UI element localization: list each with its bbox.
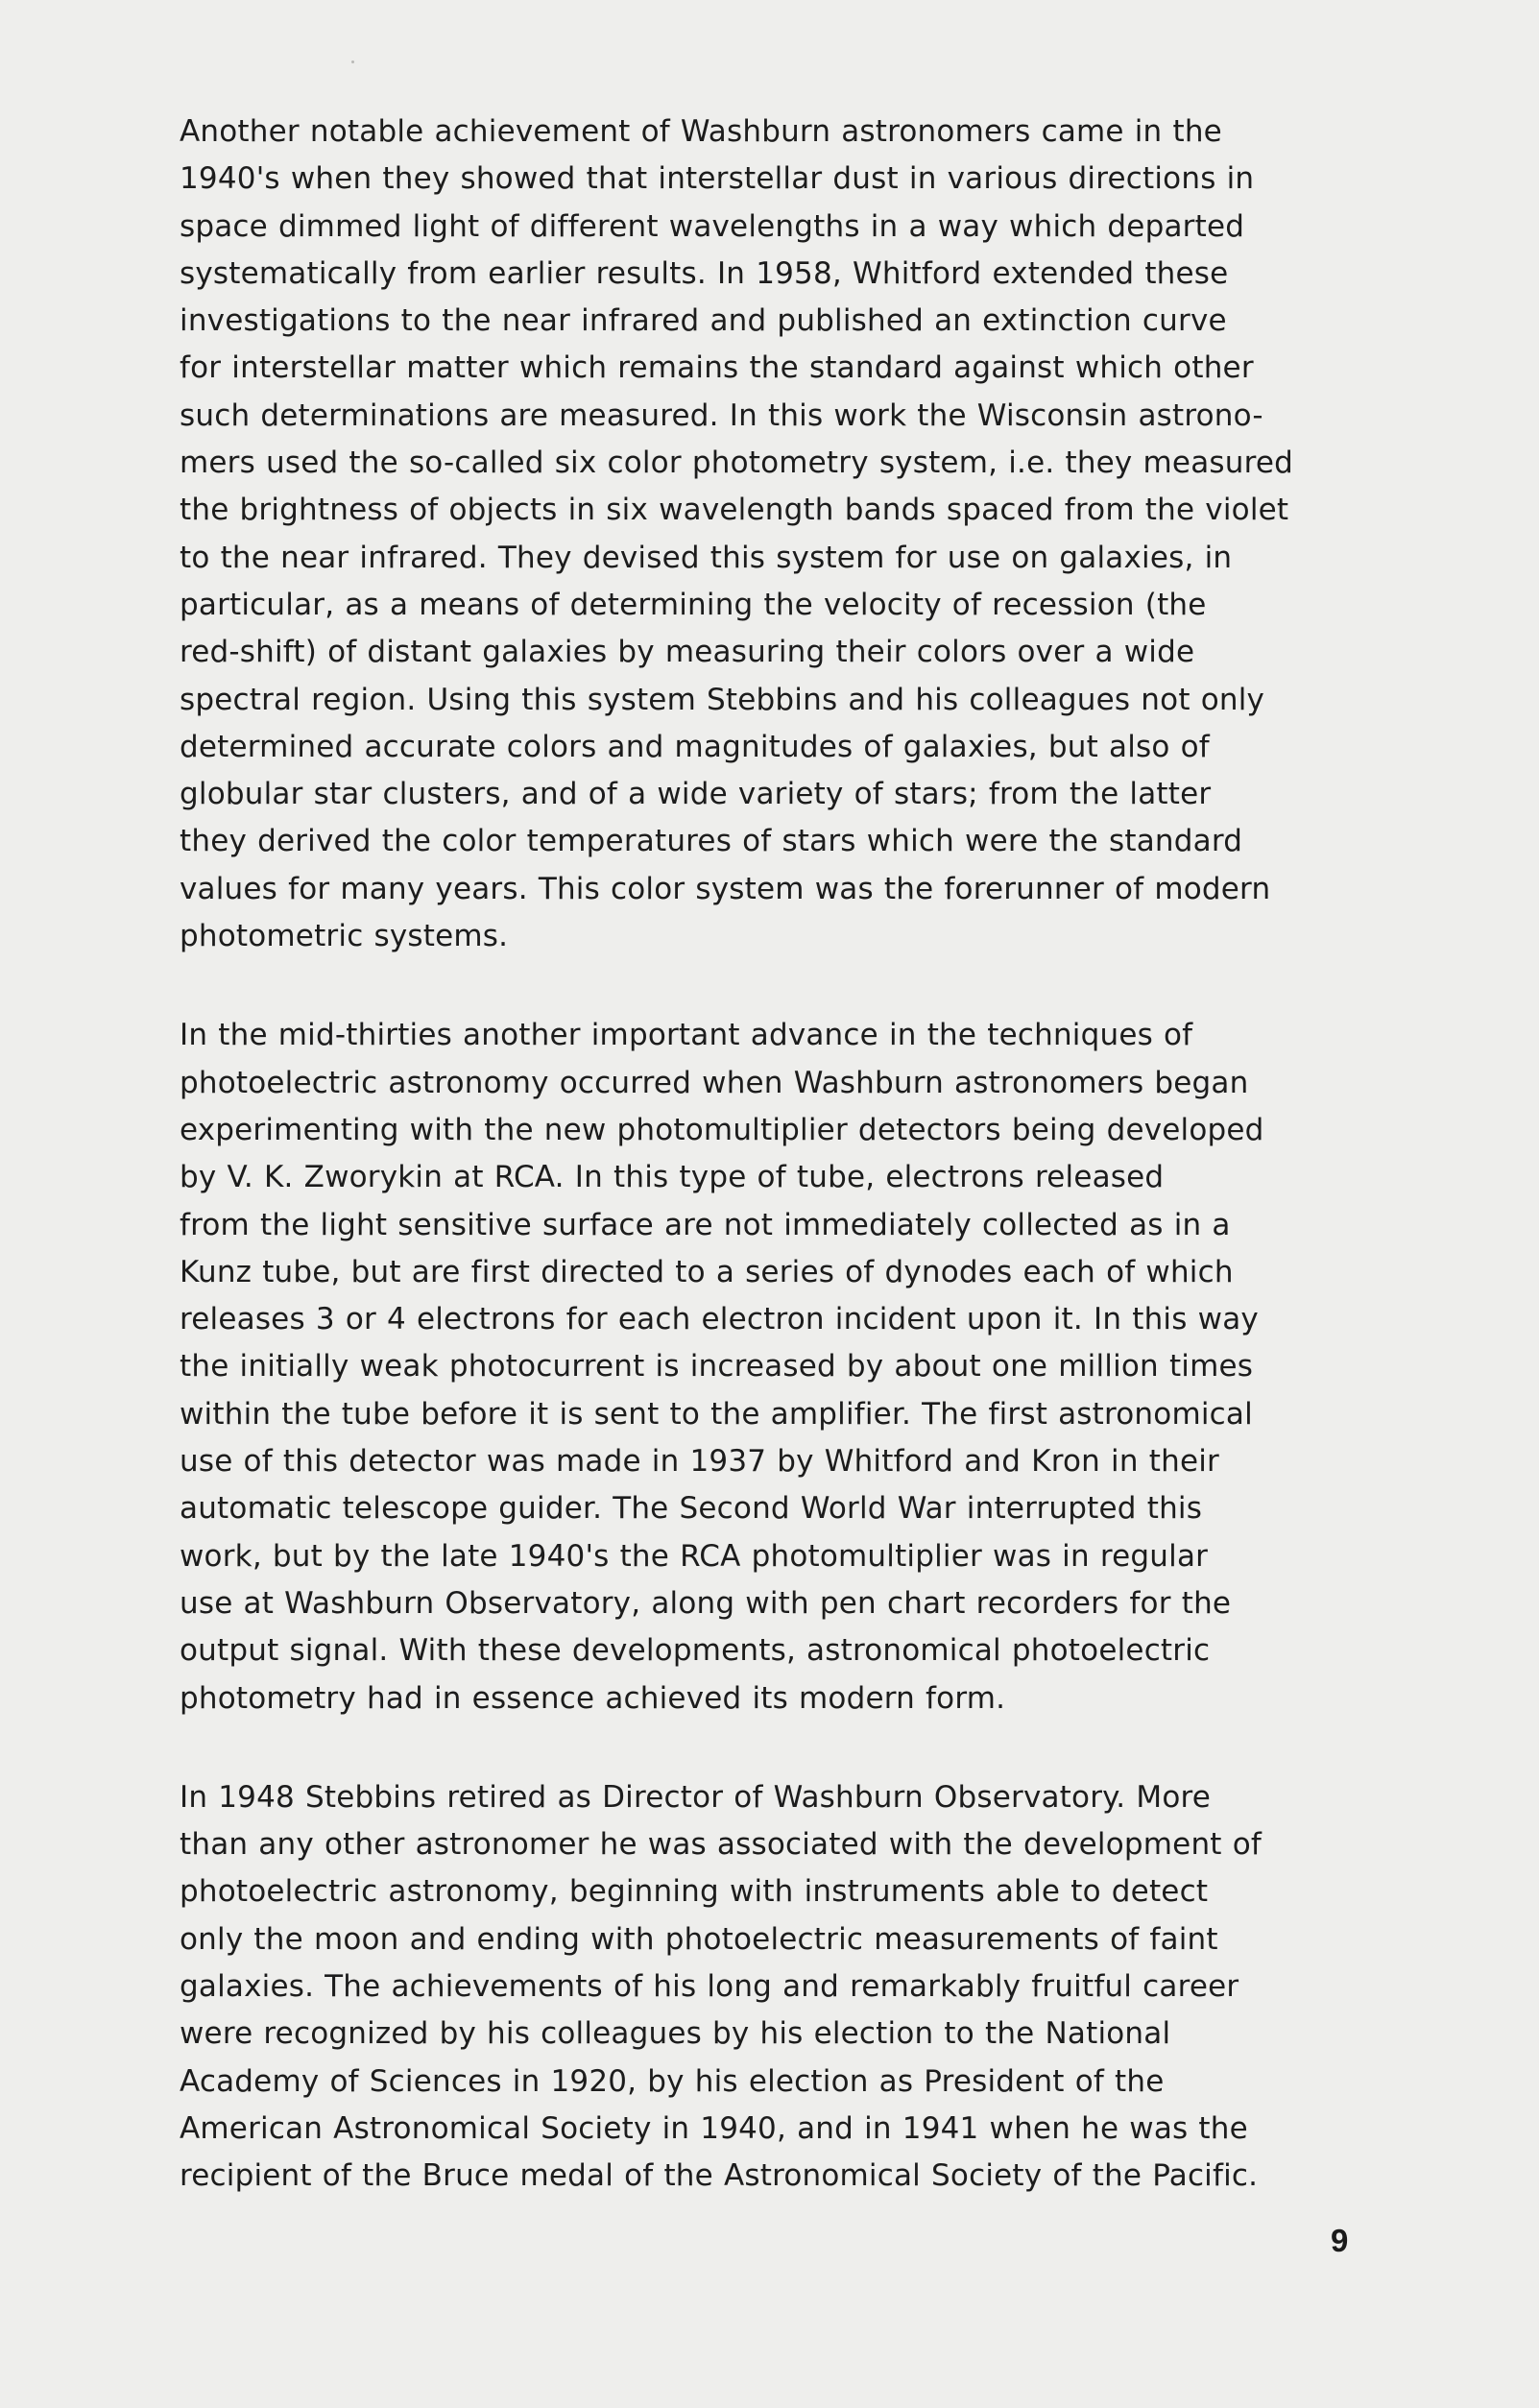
text-line: Academy of Sciences in 1920, by his election as President of the: [180, 2063, 1165, 2099]
text-line: the initially weak photocurrent is increased by about one million times: [180, 1349, 1254, 1385]
text-line: only the moon and ending with photoelectric measurements of faint: [180, 1921, 1218, 1957]
text-line: experimenting with the new photomultiplier detectors being developed: [180, 1112, 1264, 1147]
text-line: within the tube before it is sent to the amplifier. The first astronomical: [180, 1396, 1253, 1432]
page-number: 9: [1331, 2223, 1349, 2258]
text-line: 1940's when they showed that interstellar dust in various directions in: [180, 161, 1255, 197]
text-line: Another notable achievement of Washburn astronomers came in the: [180, 114, 1222, 149]
paragraph-spacer: [180, 1722, 1356, 1774]
text-line: particular, as a means of determining the velocity of recession (the: [180, 587, 1207, 622]
text-line: photometric systems.: [180, 919, 509, 954]
text-line: use of this detector was made in 1937 by Whitford and Kron in their: [180, 1444, 1219, 1480]
text-line: recipient of the Bruce medal of the Astronomical Society of the Pacific.: [180, 2158, 1259, 2194]
paragraph-stebbins-retirement: [180, 1774, 1356, 2201]
text-line: space dimmed light of different wavelengths in a way which departed: [180, 208, 1245, 244]
text-line: American Astronomical Society in 1940, and in 1941 when he was the: [180, 2110, 1248, 2146]
text-line: to the near infrared. They devised this system for use on galaxies, in: [180, 540, 1233, 575]
paragraph-spacer: [180, 960, 1356, 1012]
text-line: investigations to the near infrared and published an extinction curve: [180, 303, 1227, 339]
text-line: they derived the color temperatures of stars which were the standard: [180, 824, 1243, 859]
text-line: than any other astronomer he was associated with the development of: [180, 1827, 1262, 1863]
text-line: values for many years. This color system was the forerunner of modern: [180, 871, 1271, 906]
paragraph-photomultiplier: [180, 1012, 1356, 1722]
text-line: photometry had in essence achieved its modern form.: [180, 1680, 1006, 1716]
text-line: were recognized by his colleagues by his election to the National: [180, 2016, 1171, 2052]
text-line: work, but by the late 1940's the RCA photomultiplier was in regular: [180, 1538, 1209, 1574]
text-line: photoelectric astronomy, beginning with instruments able to detect: [180, 1874, 1209, 1910]
text-line: the brightness of objects in six wavelength bands spaced from the violet: [180, 493, 1289, 528]
text-line: photoelectric astronomy occurred when Washburn astronomers began: [180, 1065, 1249, 1100]
text-line: from the light sensitive surface are not immediately collected as in a: [180, 1207, 1231, 1242]
text-line: mers used the so-called six color photometry system, i.e. they measured: [180, 445, 1294, 481]
text-line: galaxies. The achievements of his long and remarkably fruitful career: [180, 1968, 1239, 2004]
text-line: for interstellar matter which remains the standard against which other: [180, 350, 1254, 386]
text-line: globular star clusters, and of a wide variety of stars; from the latter: [180, 777, 1212, 812]
text-line: spectral region. Using this system Stebbins and his colleagues not only: [180, 682, 1265, 717]
text-line: Kunz tube, but are first directed to a series of dynodes each of which: [180, 1254, 1234, 1289]
text-line: In the mid-thirties another important advance in the techniques of: [180, 1018, 1193, 1053]
text-line: automatic telescope guider. The Second World War interrupted this: [180, 1491, 1203, 1527]
text-line: red-shift) of distant galaxies by measuring their colors over a wide: [180, 635, 1195, 670]
text-line: by V. K. Zworykin at RCA. In this type of tube, electrons released: [180, 1160, 1165, 1195]
text-line: In 1948 Stebbins retired as Director of Washburn Observatory. More: [180, 1779, 1212, 1815]
paper-speck: [351, 60, 354, 63]
text-line: determined accurate colors and magnitudes of galaxies, but also of: [180, 729, 1210, 764]
body-text: [180, 108, 1356, 2200]
text-line: such determinations are measured. In this work the Wisconsin astrono-: [180, 397, 1263, 433]
text-line: systematically from earlier results. In 1958, Whitford extended these: [180, 255, 1229, 291]
text-line: use at Washburn Observatory, along with pen chart recorders for the: [180, 1585, 1232, 1621]
text-line: releases 3 or 4 electrons for each electron incident upon it. In this way: [180, 1302, 1259, 1337]
text-line: output signal. With these developments, astronomical photoelectric: [180, 1633, 1211, 1669]
paragraph-photometry: [180, 108, 1356, 960]
